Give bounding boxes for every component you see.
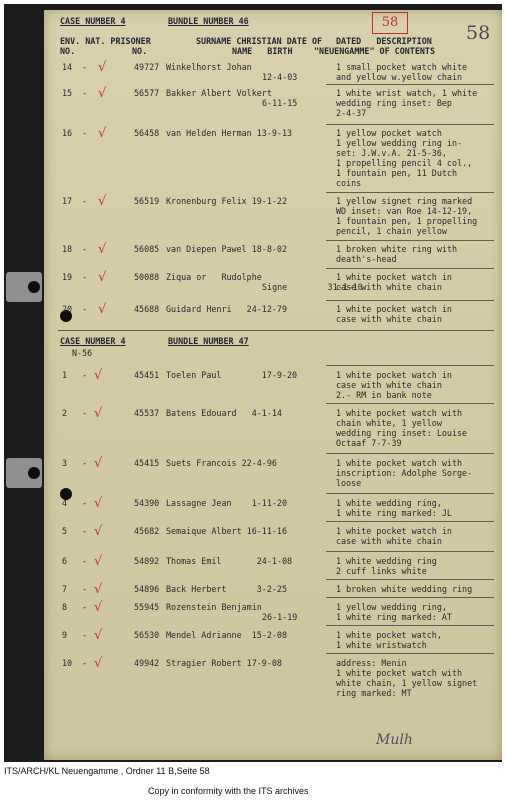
red-check-mark: √ bbox=[94, 582, 103, 597]
row-separator-line bbox=[326, 493, 494, 494]
entry-description-line: 1 propelling pencil 4 col., bbox=[336, 158, 473, 168]
entry-dash: - bbox=[82, 244, 88, 254]
row-separator-line bbox=[326, 653, 494, 654]
entry-prisoner-number: 49727 bbox=[134, 62, 160, 72]
entry-env-number: 10 bbox=[62, 658, 73, 668]
entry-dash: - bbox=[82, 88, 88, 98]
entry-description-line: set: J.W.v.A. 21-5-36, bbox=[336, 148, 447, 158]
entry-prisoner-number: 49942 bbox=[134, 658, 160, 668]
entry-description-line: wedding ring inset: Louise bbox=[336, 428, 468, 438]
entry-description-line: 1 white pocket watch, bbox=[336, 630, 442, 640]
entry-description-line: loose bbox=[336, 478, 362, 488]
entry-description-line: pencil, 1 chain yellow bbox=[336, 226, 447, 236]
entry-prisoner-number: 56530 bbox=[134, 630, 160, 640]
entry-birth-date: 6-11-15 bbox=[262, 98, 298, 108]
entry-description-line: 1 yellow signet ring marked bbox=[336, 196, 473, 206]
section-separator-line bbox=[58, 330, 494, 331]
row-separator-line bbox=[326, 521, 494, 522]
entry-dash: - bbox=[82, 498, 88, 508]
entry-prisoner-number: 56458 bbox=[134, 128, 160, 138]
entry-dash: - bbox=[82, 272, 88, 282]
entry-dash: - bbox=[82, 370, 88, 380]
entry-description-line: 2-4-37 bbox=[336, 108, 367, 118]
entry-description-line: chain white, 1 yellow bbox=[336, 418, 442, 428]
entry-env-number: 14 bbox=[62, 62, 73, 72]
entry-name: Semaique Albert 16-11-16 bbox=[166, 526, 288, 536]
entry-dash: - bbox=[82, 196, 88, 206]
entry-description-line: white chain, 1 yellow signet bbox=[336, 678, 478, 688]
entry-description-line: 1 small pocket watch white bbox=[336, 62, 468, 72]
entry-birth-date: 12-4-03 bbox=[262, 72, 298, 82]
entry-env-number: 6 bbox=[62, 556, 68, 566]
entry-dash: - bbox=[82, 458, 88, 468]
red-check-mark: √ bbox=[94, 406, 103, 421]
entry-prisoner-number: 45537 bbox=[134, 408, 160, 418]
entry-description-line: wedding ring inset: Bep bbox=[336, 98, 452, 108]
red-check-mark: √ bbox=[98, 60, 107, 75]
entry-description-line: 1 white pocket watch in bbox=[336, 526, 452, 536]
entry-description-line: 1 white pocket watch in bbox=[336, 304, 452, 314]
entry-dash: - bbox=[82, 408, 88, 418]
entry-prisoner-number: 45682 bbox=[134, 526, 160, 536]
entry-name: Rozenstein Benjamin bbox=[166, 602, 262, 612]
handwritten-page-number: 58 bbox=[466, 22, 491, 44]
column-header-row1-right: DATED DESCRIPTION bbox=[336, 36, 432, 46]
entry-description-line: 1 white pocket watch with bbox=[336, 408, 463, 418]
entry-dash: - bbox=[82, 556, 88, 566]
entry-birth-date: Signe 31-1-10 bbox=[262, 282, 363, 292]
row-separator-line bbox=[326, 625, 494, 626]
row-separator-line bbox=[326, 124, 494, 125]
row-separator-line bbox=[326, 365, 494, 366]
entry-name: Thomas Emil 24-1-08 bbox=[166, 556, 293, 566]
entry-description-line: 1 fountain pen, 11 Dutch bbox=[336, 168, 458, 178]
entry-dash: - bbox=[82, 62, 88, 72]
entry-env-number: 17 bbox=[62, 196, 73, 206]
case-number-label: CASE NUMBER 4 bbox=[60, 16, 126, 26]
red-check-mark: √ bbox=[94, 368, 103, 383]
entry-description-line: death's-head bbox=[336, 254, 397, 264]
entry-prisoner-number: 56577 bbox=[134, 88, 160, 98]
red-check-mark: √ bbox=[98, 242, 107, 257]
entry-env-number: 19 bbox=[62, 272, 73, 282]
red-check-mark: √ bbox=[98, 302, 107, 317]
entry-name: Mendel Adrianne 15-2-08 bbox=[166, 630, 288, 640]
entry-dash: - bbox=[82, 526, 88, 536]
entry-env-number: 2 bbox=[62, 408, 68, 418]
column-header-name-birth: NAME BIRTH bbox=[232, 46, 293, 56]
entry-prisoner-number: 45451 bbox=[134, 370, 160, 380]
entry-description-line: 1 white pocket watch with bbox=[336, 668, 463, 678]
red-check-mark: √ bbox=[94, 456, 103, 471]
entry-name: Ziqua or Rudolphe bbox=[166, 272, 262, 282]
column-header-dated-desc: "NEUENGAMME" OF CONTENTS bbox=[314, 46, 436, 56]
binder-clip-top bbox=[6, 272, 42, 302]
entry-env-number: 9 bbox=[62, 630, 68, 640]
entry-name: Batens Edouard 4-1-14 bbox=[166, 408, 282, 418]
red-stamp: 58 bbox=[372, 12, 408, 34]
entry-dash: - bbox=[82, 658, 88, 668]
entry-description-line: 1 white wedding ring, bbox=[336, 498, 442, 508]
entry-description-line: 1 white pocket watch with bbox=[336, 458, 463, 468]
entry-env-number: 15 bbox=[62, 88, 73, 98]
entry-description-line: 1 white wedding ring bbox=[336, 556, 437, 566]
entry-description-line: case with white chain bbox=[336, 314, 442, 324]
entry-name: Winkelhorst Johan bbox=[166, 62, 252, 72]
conformity-note: Copy in conformity with the ITS archives bbox=[148, 786, 309, 796]
entry-name: Bakker Albert Volkert bbox=[166, 88, 272, 98]
entry-env-number: 1 bbox=[62, 370, 68, 380]
entry-description-line: 1 white ring marked: JL bbox=[336, 508, 452, 518]
column-header-row1-mid: SURNAME CHRISTIAN DATE OF bbox=[196, 36, 323, 46]
red-check-mark: √ bbox=[94, 554, 103, 569]
column-header-row1-left: ENV. NAT. PRISONER bbox=[60, 36, 151, 46]
entry-name: Kronenburg Felix 19-1-22 bbox=[166, 196, 288, 206]
red-check-mark: √ bbox=[94, 600, 103, 615]
entry-prisoner-number: 50088 bbox=[134, 272, 160, 282]
red-check-mark: √ bbox=[94, 496, 103, 511]
row-separator-line bbox=[326, 240, 494, 241]
case-number-label: CASE NUMBER 4 bbox=[60, 336, 126, 346]
red-check-mark: √ bbox=[98, 270, 107, 285]
column-header-prisoner-no: NO. bbox=[132, 46, 148, 56]
entry-description-line: 1 white wristwatch bbox=[336, 640, 427, 650]
entry-description-line: 2.- RM in bank note bbox=[336, 390, 432, 400]
red-check-mark: √ bbox=[98, 194, 107, 209]
row-separator-line bbox=[326, 300, 494, 301]
entry-description-line: 1 white pocket watch in bbox=[336, 272, 452, 282]
entry-description-line: 1 white ring marked: AT bbox=[336, 612, 452, 622]
entry-prisoner-number: 55945 bbox=[134, 602, 160, 612]
column-header-env-no: NO. bbox=[60, 46, 76, 56]
handwritten-note: N-56 bbox=[72, 348, 93, 358]
entry-name: van Helden Herman 13-9-13 bbox=[166, 128, 293, 138]
row-separator-line bbox=[326, 551, 494, 552]
row-separator-line bbox=[326, 597, 494, 598]
row-separator-line bbox=[326, 453, 494, 454]
archive-source: ITS/ARCH/KL Neuengamme , Ordner 11 B,Seite 58 bbox=[4, 766, 210, 776]
entry-description-line: 2 cuff links white bbox=[336, 566, 427, 576]
red-check-mark: √ bbox=[94, 524, 103, 539]
entry-description-line: and yellow w.yellow chain bbox=[336, 72, 463, 82]
row-separator-line bbox=[326, 579, 494, 580]
row-separator-line bbox=[326, 84, 494, 85]
entry-prisoner-number: 45688 bbox=[134, 304, 160, 314]
entry-prisoner-number: 54896 bbox=[134, 584, 160, 594]
entry-dash: - bbox=[82, 584, 88, 594]
entry-name: Toelen Paul 17-9-20 bbox=[166, 370, 298, 380]
entry-env-number: 7 bbox=[62, 584, 68, 594]
entry-dash: - bbox=[82, 128, 88, 138]
entry-description-line: inscription: Adolphe Sorge- bbox=[336, 468, 473, 478]
entry-dash: - bbox=[82, 630, 88, 640]
entry-description-line: 1 yellow wedding ring in- bbox=[336, 138, 463, 148]
entry-description-line: 1 broken white ring with bbox=[336, 244, 458, 254]
entry-description-line: 1 white wrist watch, 1 white bbox=[336, 88, 478, 98]
bundle-number-label: BUNDLE NUMBER 47 bbox=[168, 336, 249, 346]
entry-env-number: 16 bbox=[62, 128, 73, 138]
entry-description-line: 1 fountain pen, 1 propelling bbox=[336, 216, 478, 226]
entry-name: Lassagne Jean 1-11-20 bbox=[166, 498, 288, 508]
entry-dash: - bbox=[82, 304, 88, 314]
entry-env-number: 20 bbox=[62, 304, 73, 314]
entry-description-line: case with white chain bbox=[336, 282, 442, 292]
red-check-mark: √ bbox=[94, 656, 103, 671]
entry-description-line: case with white chain bbox=[336, 380, 442, 390]
binder-clip-bottom bbox=[6, 458, 42, 488]
entry-description-line: WD inset: van Roe 14-12-19, bbox=[336, 206, 473, 216]
entry-env-number: 5 bbox=[62, 526, 68, 536]
entry-env-number: 8 bbox=[62, 602, 68, 612]
entry-description-line: 1 yellow pocket watch bbox=[336, 128, 442, 138]
signature: Mulh bbox=[376, 732, 413, 748]
entry-prisoner-number: 54390 bbox=[134, 498, 160, 508]
entry-name: Guidard Henri 24-12-79 bbox=[166, 304, 288, 314]
entry-name: Suets Francois 22-4-96 bbox=[166, 458, 277, 468]
bundle-number-label: BUNDLE NUMBER 46 bbox=[168, 16, 249, 26]
entry-env-number: 4 bbox=[62, 498, 68, 508]
entry-prisoner-number: 56085 bbox=[134, 244, 160, 254]
entry-prisoner-number: 54892 bbox=[134, 556, 160, 566]
entry-description-line: address: Menin bbox=[336, 658, 407, 668]
red-check-mark: √ bbox=[98, 126, 107, 141]
entry-prisoner-number: 56519 bbox=[134, 196, 160, 206]
entry-description-line: coins bbox=[336, 178, 362, 188]
entry-name: van Diepen Pawel 18-8-02 bbox=[166, 244, 288, 254]
entry-name: Back Herbert 3-2-25 bbox=[166, 584, 288, 594]
red-check-mark: √ bbox=[98, 86, 107, 101]
entry-description-line: ring marked: MT bbox=[336, 688, 412, 698]
entry-description-line: 1 white pocket watch in bbox=[336, 370, 452, 380]
row-separator-line bbox=[326, 403, 494, 404]
row-separator-line bbox=[326, 268, 494, 269]
entry-description-line: 1 broken white wedding ring bbox=[336, 584, 473, 594]
entry-prisoner-number: 45415 bbox=[134, 458, 160, 468]
red-check-mark: √ bbox=[94, 628, 103, 643]
entry-description-line: 1 yellow wedding ring, bbox=[336, 602, 447, 612]
entry-birth-date: 26-1-19 bbox=[262, 612, 298, 622]
entry-env-number: 18 bbox=[62, 244, 73, 254]
entry-name: Stragier Robert 17-9-08 bbox=[166, 658, 282, 668]
entry-env-number: 3 bbox=[62, 458, 68, 468]
entry-dash: - bbox=[82, 602, 88, 612]
row-separator-line bbox=[326, 192, 494, 193]
entry-description-line: Octaaf 7-7-39 bbox=[336, 438, 402, 448]
entry-description-line: case with white chain bbox=[336, 536, 442, 546]
